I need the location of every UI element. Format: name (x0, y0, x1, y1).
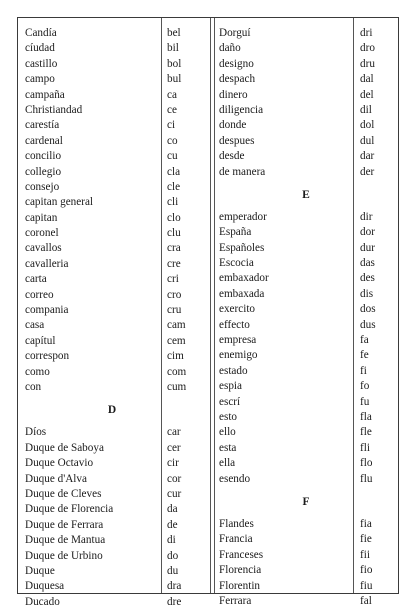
code-cell: cem (167, 334, 186, 347)
word-cell: despach (219, 73, 256, 86)
word-cell: despues (219, 134, 255, 147)
word-cell: Ferrara (219, 594, 252, 607)
right-codes-column (360, 26, 376, 609)
code-cell: dra (167, 580, 182, 593)
code-cell: des (360, 272, 375, 285)
code-cell: dis (360, 287, 374, 300)
code-cell: bel (167, 27, 181, 39)
code-cell: cu (167, 150, 178, 163)
code-cell: ce (167, 103, 177, 116)
code-cell: cru (167, 304, 182, 317)
word-cell: empresa (219, 334, 257, 347)
column-divider-middle-2 (214, 18, 215, 593)
word-cell: Españoles (219, 241, 265, 254)
word-cell: Florentin (219, 579, 261, 592)
word-cell: carestía (25, 119, 60, 132)
code-cell: ci (167, 119, 176, 132)
word-cell: Florencia (219, 564, 262, 577)
word-cell: daño (219, 42, 241, 55)
code-cell: bol (167, 57, 182, 70)
word-cell: Duque Octavio (25, 457, 94, 470)
word-cell: carta (25, 273, 47, 286)
word-cell: Franceses (219, 548, 264, 561)
code-cell: bil (167, 42, 179, 55)
code-cell: fla (360, 410, 372, 423)
word-cell: dinero (219, 88, 248, 101)
word-cell: Duque d'Alva (25, 472, 87, 485)
code-cell: fiu (360, 579, 373, 592)
word-cell: Dorguí (219, 27, 251, 39)
code-cell: cla (167, 165, 181, 178)
code-cell: co (167, 134, 178, 147)
word-cell: exercito (219, 303, 256, 316)
code-cell: dil (360, 103, 372, 116)
code-cell: cro (167, 288, 182, 301)
code-cell: dul (360, 134, 375, 147)
word-cell: Duque de Saboya (25, 441, 104, 454)
code-cell: fia (360, 517, 372, 530)
word-cell: cíudad (25, 42, 55, 55)
heading-spacer (360, 180, 376, 210)
word-cell: Ducado (25, 595, 60, 608)
section-heading: E (302, 188, 311, 201)
cipher-table (17, 17, 399, 608)
code-cell: di (167, 534, 176, 547)
word-cell: ella (219, 457, 236, 470)
code-cell: cli (167, 196, 179, 209)
word-cell: effecto (219, 318, 250, 331)
word-cell: Duquesa (25, 580, 65, 593)
word-cell: campaña (25, 88, 65, 101)
word-cell: correo (25, 288, 54, 301)
word-cell: castillo (25, 57, 58, 70)
word-cell: esto (219, 410, 238, 423)
code-cell: cur (167, 487, 182, 500)
word-cell: coronel (25, 227, 59, 240)
code-cell: cer (167, 441, 181, 454)
word-cell: correspon (25, 350, 70, 363)
word-cell: España (219, 226, 252, 239)
word-cell: compania (25, 304, 69, 317)
code-cell: cri (167, 273, 179, 286)
word-cell: estado (219, 364, 248, 377)
word-cell: Francia (219, 533, 253, 546)
word-cell: Candía (25, 27, 57, 39)
code-cell: com (167, 365, 187, 378)
code-cell: cir (167, 457, 179, 470)
code-cell: cum (167, 380, 187, 393)
code-cell: fu (360, 395, 370, 408)
code-cell: cle (167, 180, 181, 193)
code-cell: dos (360, 303, 376, 316)
code-cell: cra (167, 242, 181, 255)
code-cell: clu (167, 227, 181, 240)
word-cell: concilio (25, 150, 62, 163)
word-cell: donde (219, 119, 247, 132)
code-cell: dor (360, 226, 375, 239)
word-cell: escrí (219, 395, 241, 408)
code-cell: dur (360, 241, 375, 254)
code-cell: fo (360, 380, 370, 393)
code-cell: clo (167, 211, 181, 224)
word-cell: ello (219, 426, 236, 439)
code-cell: fal (360, 594, 372, 607)
code-cell: fi (360, 364, 367, 377)
word-cell: Duque de Urbino (25, 549, 103, 562)
word-cell: campo (25, 73, 55, 86)
word-cell: designo (219, 57, 254, 70)
word-cell: cavalleria (25, 257, 69, 270)
code-cell: dro (360, 42, 375, 55)
left-codes-column (167, 26, 186, 610)
code-cell: cor (167, 472, 182, 485)
code-cell: dol (360, 119, 375, 132)
word-cell: como (25, 365, 50, 378)
word-cell: casa (25, 319, 45, 332)
word-cell: Escocia (219, 257, 254, 270)
code-cell: cim (167, 350, 184, 363)
word-cell: Christiandad (25, 103, 83, 116)
heading-spacer (360, 487, 376, 517)
word-cell: Duque de Cleves (25, 487, 102, 500)
code-cell: cam (167, 319, 186, 332)
code-cell: dus (360, 318, 376, 331)
section-heading: F (302, 495, 311, 508)
word-cell: collegio (25, 165, 62, 178)
word-cell: consejo (25, 180, 60, 193)
code-cell: do (167, 549, 179, 562)
column-divider-middle (210, 18, 211, 593)
code-cell: car (167, 426, 181, 439)
code-cell: dar (360, 150, 375, 163)
code-cell: del (360, 88, 374, 101)
word-cell: capitan general (25, 196, 94, 209)
code-cell: dal (360, 73, 374, 86)
code-cell: fli (360, 441, 370, 454)
code-cell: ca (167, 88, 177, 101)
word-cell: capitan (25, 211, 58, 224)
code-cell: fie (360, 533, 372, 546)
word-cell: de manera (219, 165, 266, 178)
code-cell: da (167, 503, 178, 516)
code-cell: fe (360, 349, 369, 362)
word-cell: cardenal (25, 134, 63, 147)
code-cell: cre (167, 257, 181, 270)
code-cell: fii (360, 548, 370, 561)
code-cell: bul (167, 73, 182, 86)
word-cell: diligencia (219, 103, 264, 116)
word-cell: espia (219, 380, 242, 393)
code-cell: dri (360, 27, 373, 39)
code-cell: fio (360, 564, 373, 577)
word-cell: esta (219, 441, 237, 454)
word-cell: con (25, 380, 42, 393)
code-cell: das (360, 257, 375, 270)
code-cell: de (167, 518, 178, 531)
code-cell: dir (360, 210, 373, 223)
word-cell: Díos (25, 426, 47, 439)
code-cell: du (167, 564, 179, 577)
code-cell: dre (167, 595, 182, 608)
word-cell: Flandes (219, 517, 254, 530)
word-cell: Duque (25, 564, 55, 577)
word-cell: emperador (219, 210, 267, 223)
word-cell: esendo (219, 472, 251, 485)
word-cell: cavallos (25, 242, 62, 255)
word-cell: embaxada (219, 287, 265, 300)
heading-spacer (167, 395, 186, 425)
code-cell: flo (360, 457, 373, 470)
word-cell: capítul (25, 334, 56, 347)
code-cell: fle (360, 426, 372, 439)
word-cell: desde (219, 150, 245, 163)
word-cell: embaxador (219, 272, 269, 285)
word-cell: enemigo (219, 349, 258, 362)
word-cell: Duque de Ferrara (25, 518, 104, 531)
code-cell: der (360, 165, 375, 178)
code-cell: dru (360, 57, 375, 70)
code-cell: flu (360, 472, 373, 485)
word-cell: Duque de Florencia (25, 503, 114, 516)
section-heading: D (107, 404, 118, 417)
word-cell: Duque de Mantua (25, 534, 106, 547)
code-cell: fa (360, 334, 369, 347)
